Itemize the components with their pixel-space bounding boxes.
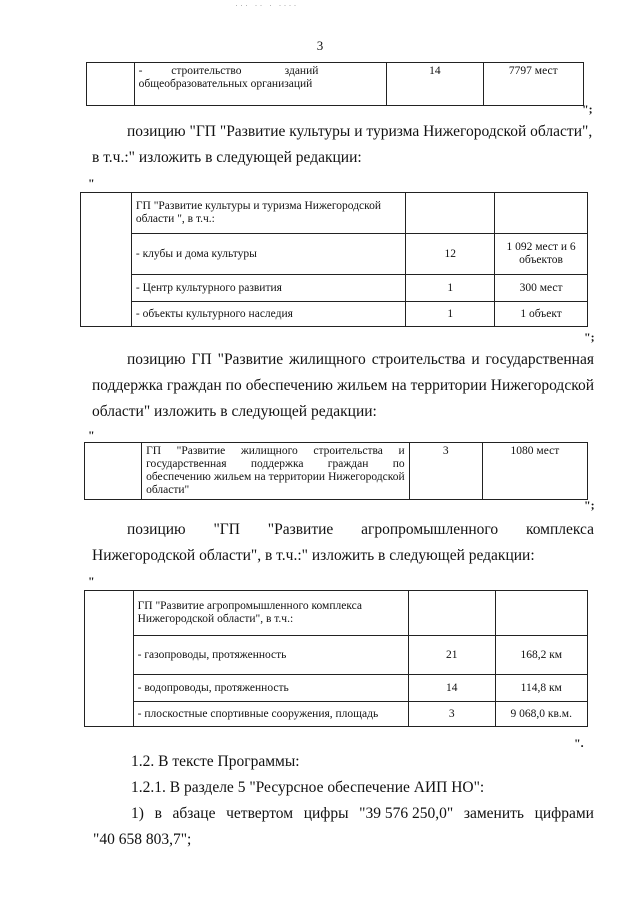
table-row xyxy=(87,63,584,106)
table-agro xyxy=(84,590,588,727)
table-row xyxy=(81,302,588,327)
row-value: 300 мест xyxy=(495,275,588,302)
row-count: 3 xyxy=(409,443,482,500)
row-name: - водопроводы, протяженность xyxy=(133,675,408,702)
close-quote-1: "; xyxy=(582,102,593,116)
close-quote-4: ". xyxy=(574,736,584,750)
row-value: 114,8 км xyxy=(495,675,588,702)
table-row xyxy=(81,193,588,234)
value-cell: 7797 мест xyxy=(483,63,583,106)
table-row xyxy=(85,591,588,636)
row-count: 14 xyxy=(409,675,495,702)
empty-cell xyxy=(409,591,495,636)
empty-cell xyxy=(85,443,142,500)
paragraph-agro-line1 xyxy=(127,520,594,539)
page-number: 3 xyxy=(316,38,324,53)
item1-line1 xyxy=(131,804,594,823)
table-row xyxy=(81,234,588,275)
section-heading-1-2-1: 1.2.1. В разделе 5 "Ресурсное обеспечение АИП НО": xyxy=(131,779,485,796)
row-count: 3 xyxy=(409,702,495,727)
table-schools xyxy=(86,62,584,106)
paragraph-culture-line2: в т.ч.:" изложить в следующей редакции: xyxy=(92,149,362,166)
empty-cell xyxy=(87,63,135,106)
row-value: 1080 мест xyxy=(482,443,587,500)
empty-cell xyxy=(81,193,132,327)
close-quote-2: "; xyxy=(584,330,595,344)
table-row xyxy=(81,275,588,302)
row-value: 1 092 мест и 6 объектов xyxy=(495,234,588,275)
word: абзаце xyxy=(172,805,216,822)
table-row xyxy=(85,636,588,675)
table-row xyxy=(85,675,588,702)
empty-cell xyxy=(85,591,134,727)
row-count: 1 xyxy=(406,302,495,327)
item1-line2: "40 658 803,7"; xyxy=(93,831,192,848)
close-quote-3: "; xyxy=(584,498,595,512)
word: 1) xyxy=(131,805,144,822)
open-quote-3: " xyxy=(88,574,95,588)
empty-cell xyxy=(406,193,495,234)
paragraph-agro-line2: Нижегородской области", в т.ч.:" изложить в следующей редакции: xyxy=(92,547,535,564)
paragraph-culture-line1: позицию "ГП "Развитие культуры и туризма Нижегородской области", xyxy=(127,123,593,140)
word: "ГП xyxy=(213,521,240,538)
open-quote-2: " xyxy=(88,428,95,442)
word: заменить xyxy=(463,805,524,822)
section-heading-1-2: 1.2. В тексте Программы: xyxy=(131,753,300,770)
table-housing xyxy=(84,442,588,500)
word: цифры xyxy=(303,805,349,822)
count-cell: 14 xyxy=(387,63,483,106)
paragraph-housing-line3: области" изложить в следующей редакции: xyxy=(92,403,377,420)
table-row xyxy=(85,443,588,500)
row-name-line1: - строительство зданий xyxy=(138,65,319,77)
word: агропромышленного xyxy=(361,521,499,538)
row-value: 9 068,0 кв.м. xyxy=(495,702,588,727)
word: "39 576 250,0" xyxy=(359,805,454,822)
word: в xyxy=(154,805,162,822)
open-quote-1: " xyxy=(88,176,95,190)
row-count: 1 xyxy=(406,275,495,302)
row-name: - газопроводы, протяженность xyxy=(133,636,408,675)
paragraph-housing-line2: поддержка граждан по обеспечению жильем на территории Нижегородской xyxy=(92,377,594,394)
row-value: 1 объект xyxy=(495,302,588,327)
row-name: ГП "Развитие жилищного строительства и государственная поддержка граждан по обеспечению жильем на территории Нижегородской области" xyxy=(142,443,410,500)
table-header-cell: ГП "Развитие агропромышленного комплекса Нижегородской области", в т.ч.: xyxy=(133,591,408,636)
word: позицию xyxy=(127,521,186,538)
word: комплекса xyxy=(525,521,594,538)
row-name: - клубы и дома культуры xyxy=(131,234,405,275)
word: "Развитие xyxy=(267,521,334,538)
row-name: - Центр культурного развития xyxy=(131,275,405,302)
paragraph-housing-line1: позицию ГП "Развитие жилищного строительства и государственная xyxy=(127,351,594,368)
word: цифрами xyxy=(534,805,594,822)
row-name-line2: общеобразовательных организаций xyxy=(138,78,313,90)
row-value: 168,2 км xyxy=(495,636,588,675)
word: четвертом xyxy=(226,805,294,822)
row-count: 12 xyxy=(406,234,495,275)
table-row xyxy=(85,702,588,727)
empty-cell xyxy=(495,591,588,636)
table-culture xyxy=(80,192,588,327)
table-header-cell: ГП "Развитие культуры и туризма Нижегородской области ", в т.ч.: xyxy=(131,193,405,234)
row-name: - объекты культурного наследия xyxy=(131,302,405,327)
row-name: - плоскостные спортивные сооружения, площадь xyxy=(133,702,408,727)
name-cell xyxy=(134,63,387,106)
scan-header-noise: ··· ·· · ···· xyxy=(235,0,299,10)
row-count: 21 xyxy=(409,636,495,675)
empty-cell xyxy=(495,193,588,234)
